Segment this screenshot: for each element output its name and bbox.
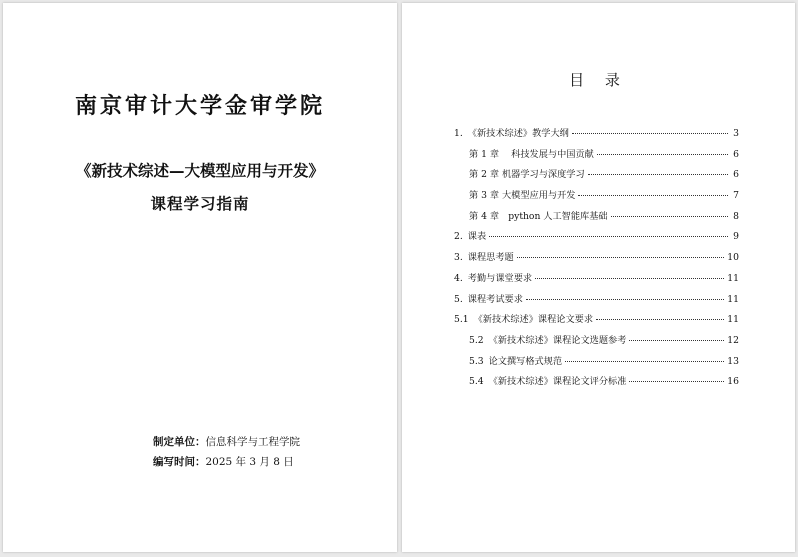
issuing-unit-value: 信息科学与工程学院 [205, 436, 300, 448]
toc-leader [572, 133, 728, 134]
toc-entry-number: 5.1 [454, 314, 469, 326]
toc-entry-page: 10 [727, 252, 739, 264]
cover-page [3, 3, 397, 552]
toc-entry-text: 第 3 章 大模型应用与开发 [469, 190, 576, 202]
guide-title: 课程学习指南 [150, 195, 250, 213]
toc-entry-page: 6 [733, 148, 739, 160]
toc-entry-number: 5.2 [469, 334, 484, 346]
toc-entry[interactable] [454, 353, 739, 374]
toc-leader [535, 278, 724, 279]
toc-entry-text: 《新技术综述》教学大纲 [467, 128, 569, 139]
toc-entry-number: 4. [454, 272, 463, 284]
issuing-unit [153, 434, 300, 449]
toc-entry-number: 2. [454, 231, 463, 243]
toc-entry-number: 5. [454, 293, 463, 305]
toc-entry[interactable] [454, 146, 739, 167]
toc-entry-page: 9 [733, 231, 739, 243]
toc-leader [565, 361, 724, 362]
toc-list [454, 125, 739, 394]
toc-entry-number: 1. [454, 128, 463, 139]
toc-entry-page: 16 [727, 376, 739, 388]
toc-entry[interactable] [454, 125, 739, 146]
toc-entry-page: 11 [727, 314, 739, 326]
toc-entry-text: 第 1 章 科技发展与中国贡献 [469, 148, 594, 160]
toc-entry[interactable] [454, 228, 739, 249]
toc-entry-text: 课表 [467, 231, 487, 243]
toc-entry[interactable] [454, 208, 739, 229]
toc-entry[interactable] [454, 311, 739, 332]
toc-entry-text: 《新技术综述》课程论文要求 [473, 314, 594, 326]
toc-entry[interactable] [454, 332, 739, 353]
toc-entry-page: 8 [733, 210, 739, 222]
toc-page [402, 3, 795, 552]
school-name: 南京审计大学金审学院 [74, 93, 325, 119]
toc-leader [526, 299, 724, 300]
toc-leader [517, 257, 725, 258]
toc-leader [629, 340, 724, 341]
toc-leader [578, 195, 728, 196]
toc-entry[interactable] [454, 291, 739, 312]
toc-entry-text: 考勤与课堂要求 [467, 272, 533, 284]
toc-entry-page: 3 [733, 128, 739, 139]
toc-entry-page: 7 [733, 190, 739, 202]
compile-date-label: 编写时间： [153, 456, 206, 468]
toc-entry-page: 11 [727, 293, 739, 305]
toc-entry[interactable] [454, 373, 739, 394]
toc-entry[interactable] [454, 249, 739, 270]
toc-entry[interactable] [454, 166, 739, 187]
toc-entry-page: 11 [727, 272, 739, 284]
toc-entry-number: 5.4 [469, 376, 484, 388]
toc-entry-text: 第 2 章 机器学习与深度学习 [469, 169, 585, 181]
toc-entry-number: 5.3 [469, 355, 484, 367]
compile-date-value: 2025 年 3 月 8 日 [205, 456, 294, 468]
toc-entry[interactable] [454, 270, 739, 291]
toc-title: 目 录 [569, 71, 628, 89]
toc-entry-page: 12 [727, 334, 739, 346]
toc-leader [611, 216, 728, 217]
course-title: 《新技术综述—大模型应用与开发》 [75, 162, 324, 180]
toc-leader [489, 236, 728, 237]
toc-entry-text: 课程考试要求 [467, 293, 523, 305]
toc-entry-text: 《新技术综述》课程论文评分标准 [488, 376, 627, 388]
toc-entry-text: 课程思考题 [467, 252, 514, 264]
toc-entry-text: 第 4 章 python 人工智能库基础 [469, 210, 608, 222]
toc-leader [629, 381, 724, 382]
toc-leader [588, 174, 728, 175]
toc-entry[interactable] [454, 187, 739, 208]
compile-date [153, 454, 294, 469]
issuing-unit-label: 制定单位： [153, 436, 206, 448]
toc-leader [596, 319, 724, 320]
toc-entry-page: 6 [733, 169, 739, 181]
toc-entry-text: 论文撰写格式规范 [488, 355, 563, 367]
toc-leader [597, 154, 728, 155]
toc-entry-page: 13 [727, 355, 739, 367]
toc-entry-number: 3. [454, 252, 463, 264]
toc-entry-text: 《新技术综述》课程论文选题参考 [488, 334, 627, 346]
